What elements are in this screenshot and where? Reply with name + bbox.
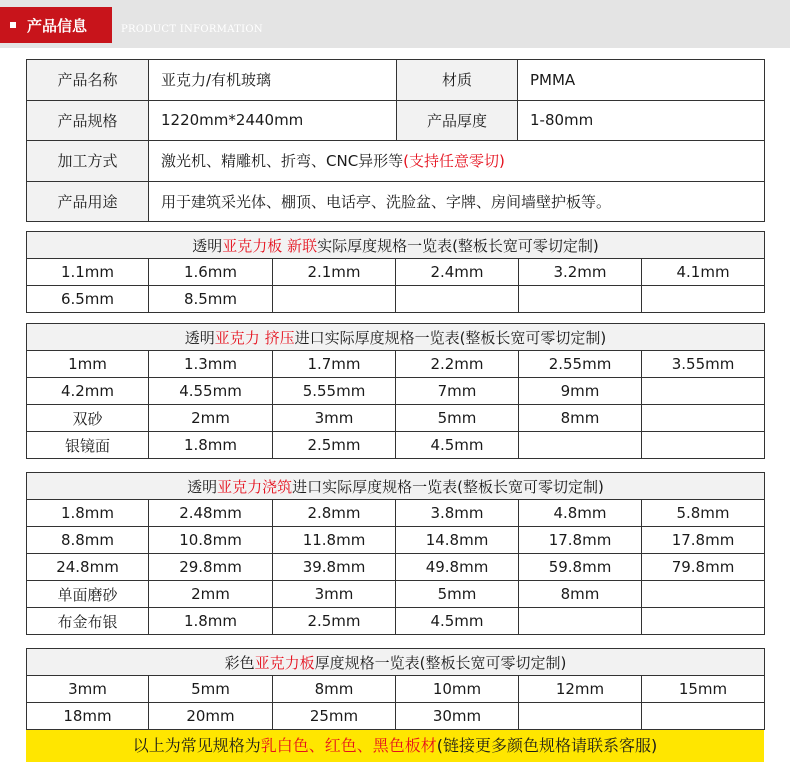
thickness-cell: 1.8mm — [149, 608, 273, 635]
section-header — [0, 0, 790, 48]
table-row — [27, 259, 765, 286]
thickness-cell: 79.8mm — [642, 554, 765, 581]
thickness-cell: 39.8mm — [273, 554, 396, 581]
thickness-cell: 3.55mm — [642, 351, 765, 378]
section-title-badge — [0, 7, 112, 43]
thickness-cell: 2.1mm — [273, 259, 396, 286]
thickness-cell: 4.2mm — [27, 378, 149, 405]
table-title — [27, 324, 765, 351]
thickness-cell: 4.5mm — [396, 432, 519, 459]
thickness-cell: 12mm — [519, 676, 642, 703]
table-title-row — [27, 232, 765, 259]
thickness-cell — [273, 286, 396, 313]
table-row — [27, 500, 765, 527]
thickness-cell: 2.5mm — [273, 608, 396, 635]
thickness-cell — [396, 286, 519, 313]
thickness-cell: 24.8mm — [27, 554, 149, 581]
thickness-cell: 17.8mm — [642, 527, 765, 554]
thickness-cell: 8mm — [519, 405, 642, 432]
thickness-cell: 15mm — [642, 676, 765, 703]
thickness-cell: 30mm — [396, 703, 519, 730]
plain-text: 透明 — [187, 477, 218, 496]
table-row — [27, 286, 765, 313]
thickness-cell: 10.8mm — [149, 527, 273, 554]
thickness-cell: 2.5mm — [273, 432, 396, 459]
info-label: 产品厚度 — [397, 100, 518, 141]
thickness-cell: 2.4mm — [396, 259, 519, 286]
info-value: 亚克力/有机玻璃 — [149, 60, 397, 101]
thickness-cell: 59.8mm — [519, 554, 642, 581]
processing-highlight: (支持任意零切) — [403, 152, 505, 171]
thickness-cell: 3mm — [27, 676, 149, 703]
table-title-row — [27, 649, 765, 676]
thickness-cell: 1.8mm — [27, 500, 149, 527]
table-row — [27, 432, 765, 459]
section-title: 产品信息 — [27, 16, 88, 35]
thickness-cell: 1.8mm — [149, 432, 273, 459]
product-info-table — [26, 59, 765, 222]
thickness-cell: 49.8mm — [396, 554, 519, 581]
thickness-cell: 双砂 — [27, 405, 149, 432]
info-label: 产品用途 — [27, 181, 149, 222]
thickness-cell: 2.48mm — [149, 500, 273, 527]
thickness-cell: 5.55mm — [273, 378, 396, 405]
plain-text: 实际厚度规格一览表(整板长宽可零切定制) — [317, 236, 599, 255]
thickness-table-cast — [26, 472, 765, 635]
thickness-cell: 2mm — [149, 581, 273, 608]
thickness-cell: 2.55mm — [519, 351, 642, 378]
table-row — [27, 527, 765, 554]
thickness-cell — [642, 703, 765, 730]
info-label: 加工方式 — [27, 141, 149, 182]
thickness-cell: 29.8mm — [149, 554, 273, 581]
highlight-text: 亚克力浇筑 — [217, 477, 293, 496]
table-title-row — [27, 324, 765, 351]
thickness-cell — [519, 432, 642, 459]
plain-text: 进口实际厚度规格一览表(整板长宽可零切定制) — [294, 328, 607, 347]
thickness-cell — [642, 405, 765, 432]
thickness-table-extruded — [26, 323, 765, 459]
info-row-spec — [27, 100, 765, 141]
info-label: 材质 — [397, 60, 518, 101]
info-row-usage — [27, 181, 765, 222]
table-row — [27, 378, 765, 405]
thickness-cell — [642, 378, 765, 405]
thickness-cell: 布金布银 — [27, 608, 149, 635]
info-label: 产品规格 — [27, 100, 149, 141]
thickness-cell: 11.8mm — [273, 527, 396, 554]
info-value: PMMA — [518, 60, 765, 101]
thickness-cell: 8mm — [273, 676, 396, 703]
table-row — [27, 351, 765, 378]
thickness-cell: 8.5mm — [149, 286, 273, 313]
highlight-text: 亚克力板 新联 — [222, 236, 318, 255]
info-value — [149, 141, 765, 182]
table-title — [27, 232, 765, 259]
info-label: 产品名称 — [27, 60, 149, 101]
table-row — [27, 703, 765, 730]
processing-methods: 激光机、精雕机、折弯、CNC异形等 — [161, 152, 404, 171]
highlight-text: 亚克力 挤压 — [214, 328, 295, 347]
thickness-cell: 4.5mm — [396, 608, 519, 635]
thickness-cell: 5mm — [396, 405, 519, 432]
thickness-cell — [642, 608, 765, 635]
thickness-cell: 6.5mm — [27, 286, 149, 313]
info-value: 1220mm*2440mm — [149, 100, 397, 141]
thickness-cell: 25mm — [273, 703, 396, 730]
plain-text: 进口实际厚度规格一览表(整板长宽可零切定制) — [292, 477, 604, 496]
thickness-cell: 8.8mm — [27, 527, 149, 554]
section-subtitle: PRODUCT INFORMATION — [121, 24, 263, 35]
thickness-cell — [642, 286, 765, 313]
thickness-cell: 18mm — [27, 703, 149, 730]
plain-text: 厚度规格一览表(整板长宽可零切定制) — [314, 653, 567, 672]
info-row-processing — [27, 141, 765, 182]
table-title — [27, 649, 765, 676]
thickness-cell — [642, 581, 765, 608]
plain-text: (链接更多颜色规格请联系客服) — [436, 736, 658, 755]
thickness-cell: 1.6mm — [149, 259, 273, 286]
thickness-cell: 1.7mm — [273, 351, 396, 378]
thickness-cell: 2.8mm — [273, 500, 396, 527]
info-value: 1-80mm — [518, 100, 765, 141]
thickness-cell: 单面磨砂 — [27, 581, 149, 608]
thickness-cell — [642, 432, 765, 459]
thickness-cell: 1.1mm — [27, 259, 149, 286]
thickness-cell: 5mm — [396, 581, 519, 608]
thickness-cell: 4.1mm — [642, 259, 765, 286]
thickness-cell: 8mm — [519, 581, 642, 608]
highlight-text: 亚克力板 — [254, 653, 315, 672]
thickness-cell: 2.2mm — [396, 351, 519, 378]
thickness-cell: 10mm — [396, 676, 519, 703]
info-value: 用于建筑采光体、棚顶、电话亭、洗脸盆、字牌、房间墙壁护板等。 — [149, 181, 765, 222]
plain-text: 彩色 — [224, 653, 255, 672]
thickness-cell: 4.55mm — [149, 378, 273, 405]
thickness-cell: 1.3mm — [149, 351, 273, 378]
thickness-cell: 1mm — [27, 351, 149, 378]
thickness-cell: 3.2mm — [519, 259, 642, 286]
thickness-cell: 3mm — [273, 405, 396, 432]
color-note-banner — [26, 730, 764, 762]
thickness-cell — [519, 608, 642, 635]
thickness-cell: 银镜面 — [27, 432, 149, 459]
plain-text: 透明 — [192, 236, 223, 255]
table-row — [27, 554, 765, 581]
plain-text: 以上为常见规格为 — [132, 736, 261, 755]
thickness-table-xinlian — [26, 231, 765, 313]
square-icon — [10, 22, 16, 28]
table-title — [27, 473, 765, 500]
table-title-row — [27, 473, 765, 500]
thickness-cell — [519, 703, 642, 730]
thickness-cell: 2mm — [149, 405, 273, 432]
table-row — [27, 581, 765, 608]
table-row — [27, 676, 765, 703]
table-row — [27, 405, 765, 432]
thickness-table-color — [26, 648, 765, 730]
plain-text: 透明 — [184, 328, 215, 347]
thickness-cell: 5mm — [149, 676, 273, 703]
thickness-cell: 14.8mm — [396, 527, 519, 554]
highlight-text: 乳白色、红色、黑色板材 — [260, 736, 437, 755]
thickness-cell: 17.8mm — [519, 527, 642, 554]
thickness-cell: 5.8mm — [642, 500, 765, 527]
thickness-cell: 7mm — [396, 378, 519, 405]
thickness-cell: 3mm — [273, 581, 396, 608]
info-row-name — [27, 60, 765, 101]
table-row — [27, 608, 765, 635]
thickness-cell: 9mm — [519, 378, 642, 405]
thickness-cell: 3.8mm — [396, 500, 519, 527]
thickness-cell: 20mm — [149, 703, 273, 730]
thickness-cell — [519, 286, 642, 313]
thickness-cell: 4.8mm — [519, 500, 642, 527]
